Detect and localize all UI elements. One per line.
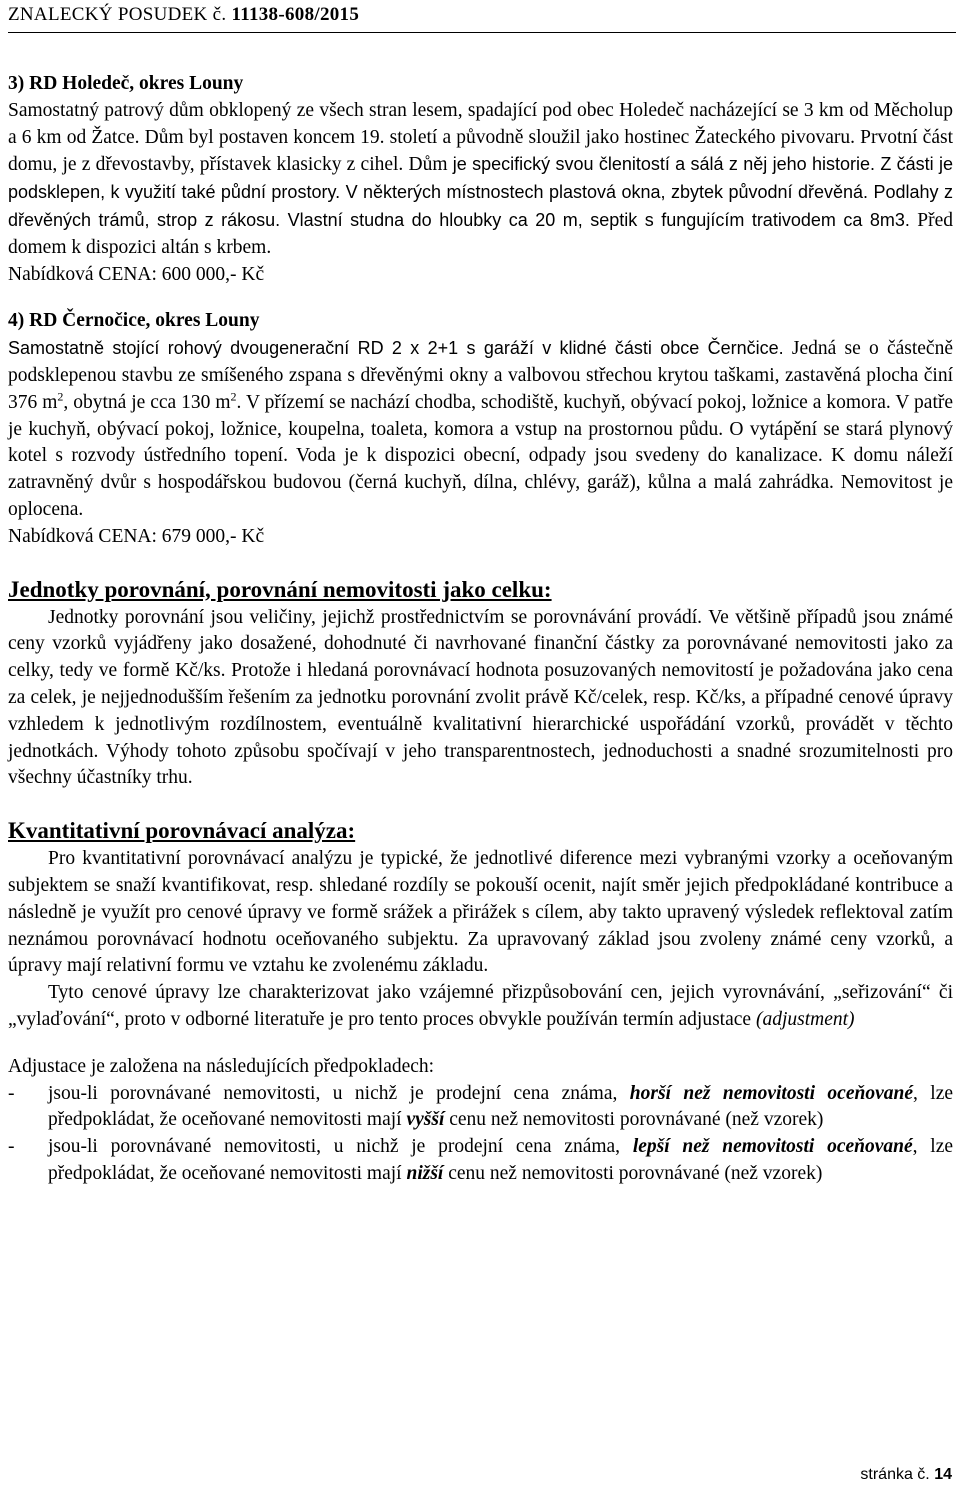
- bullet-text: [48, 1134, 953, 1188]
- page-number: 14: [934, 1466, 952, 1483]
- page-footer: [860, 1466, 952, 1484]
- bullet-2-e: cenu než nemovitosti porovnávané (než vzorek): [443, 1162, 823, 1184]
- quant-heading: Kvantitativní porovnávací analýza:: [8, 818, 356, 844]
- header-prefix: ZNALECKÝ POSUDEK č.: [8, 4, 227, 25]
- quant-text2-main: Tyto cenové úpravy lze charakterizovat jako vzájemné přizpůsobování cen, jejich vyrovnávání, „seřizování“ či „vylaďování“, proto v odborné literatuře je pro tento proces obvykle používán termín adjustace: [8, 982, 953, 1030]
- quant-text2: [8, 980, 953, 1034]
- section4-text-d: . V přízemí se nachází chodba, schodiště, kuchyň, obývací pokoj, ložnice a komora. V patře je kuchyň, obývací pokoj, ložnice, koupelna, toaleta, komora a vstup na prostornou půdu. O vytápění se stará plynový kotel s rozvody ústředního topení. Voda je k dispozici obecní, odpady jsou svedeny do kanalizace. K domu náleží zatravněný dvůr s hospodářskou budovou (černá kuchyň, dílna, chlévy, garáž), kůlna a malá zahrádka. Nemovitost je oplocena.: [8, 391, 954, 520]
- section4-text-b: Jedná se o částečně podsklepenou stavbu ze smíšeného zspana s dřevěnými okny a valbovou střechou krytou taškami, zastavěná plocha činí 376 m: [8, 338, 953, 413]
- bullet-1-e: cenu než nemovitosti porovnávané (než vzorek): [444, 1109, 824, 1131]
- document-header: [8, 4, 956, 33]
- bullet-dash: -: [8, 1136, 15, 1158]
- section4-sup2: 2: [230, 389, 237, 404]
- section3-text: [8, 98, 953, 262]
- units-heading: Jednotky porovnání, porovnání nemovitosti jako celku:: [8, 576, 552, 602]
- section3-text-a: Samostatný patrový dům obklopený ze všech stran lesem, spadající pod obec Holedeč nacházející se 3 km od Měcholup a 6 km od Žatce. Dům byl postaven koncem 19. století a původně sloužil jako hostinec Žateckého pivovaru. Prvotní část domu, je z dřevostavby, přístavek klasicky z cihel. Dům: [8, 99, 953, 176]
- quant-text2-italic: (adjustment): [755, 1008, 855, 1030]
- quant-text1: Pro kvantitativní porovnávací analýzu je typické, že jednotlivé diference mezi vybranými vzorky a oceňovaným subjektem se snaží kvantifikovat, resp. shledané rozdíly se pokouší ocenit, najít směr jejich předpokládané kontribuce a následně je využít pro cenové úpravy ve formě srážek a přirážek s cílem, aby takto upravený výsledek reflektoval zatím neznámou porovnávací hodnotu oceňovaného subjektu. Za upravovaný základ jsou zvoleny známé ceny vzorků, a úpravy mají relativní formu ve vztahu ke zvolenému základu.: [8, 848, 953, 977]
- bullet-1-b: horší než nemovitosti oceňované: [629, 1082, 913, 1104]
- adjust-bullet-2: [8, 1134, 953, 1188]
- header-number: 11138-608/2015: [231, 4, 360, 25]
- bullet-1-d: vyšší: [406, 1109, 445, 1131]
- page-body: [8, 71, 953, 1188]
- bullet-text: [48, 1081, 953, 1135]
- bullet-2-a: jsou-li porovnávané nemovitosti, u nichž je prodejní cena známa,: [48, 1136, 633, 1158]
- bullet-2-c: , lze předpokládat, že oceňované nemovitosti mají: [48, 1136, 953, 1184]
- bullet-2-d: nižší: [406, 1162, 444, 1184]
- bullet-1-a: jsou-li porovnávané nemovitosti, u nichž je prodejní cena známa,: [48, 1082, 630, 1104]
- adjust-bullet-1: [8, 1081, 953, 1135]
- section4-sup1: 2: [57, 389, 64, 404]
- bullet-dash: -: [8, 1082, 15, 1104]
- footer-label: stránka č.: [860, 1466, 930, 1483]
- bullet-2-b: lepší než nemovitosti oceňované: [632, 1136, 913, 1158]
- adjust-intro: Adjustace je založena na následujících předpokladech:: [8, 1055, 435, 1077]
- section3-heading: 3) RD Holedeč, okres Louny: [8, 73, 244, 94]
- section4-heading: 4) RD Černočice, okres Louny: [8, 310, 260, 332]
- units-text: Jednotky porovnání jsou veličiny, jejichž prostřednictvím se porovnávání provádí. Ve většině případů jsou známé ceny vzorků vyjádřeny jako dosažené, dohodnuté či navrhované finanční částky za porovnávané nemovitosti jako za celky, tedy ve formě Kč/ks. Protože i hledaná porovnávací hodnota posuzovaných nemovitostí je požadována jako cena za celek, je nejjednodušším řešením za jednotku porovnání zvolit právě Kč/celek, resp. Kč/ks, a případné cenové úpravy vzhledem k jednotlivým rozdílnostem, eventuálně kvalitativní hierarchické uspořádání vzorků, provádět v těchto jednotkách. Výhody tohoto způsobu spočívají v jeho transparentnostech, jednoduchosti a snadné srozumitelnosti pro všechny účastníky trhu.: [8, 606, 953, 789]
- bullet-1-c: , lze předpokládat, že oceňované nemovitosti mají: [48, 1082, 954, 1131]
- section4-text: [8, 335, 953, 524]
- section4-text-a: Samostatně stojící rohový dvougenerační RD 2 x 2+1 s garáží v klidné části obce Černčice.: [8, 338, 784, 359]
- section4-price: Nabídková CENA: 679 000,- Kč: [8, 525, 265, 547]
- section3-text-c: Před domem k dispozici altán s krbem.: [8, 209, 953, 258]
- section4-text-c: , obytná je cca 130 m: [63, 391, 231, 413]
- section3-price: Nabídková CENA: 600 000,- Kč: [8, 263, 265, 285]
- section3-text-b: je specifický svou členitostí a sálá z něj jeho historie. Z části je podsklepen, k využití také půdní prostory. V některých místnostech plastová okna, zbytek původní dřevěná. Podlahy z dřevěných trámů, strop z rákosu. Vlastní studna do hloubky ca 20 m, septik s fungujícím trativodem ca 8m3.: [8, 154, 954, 230]
